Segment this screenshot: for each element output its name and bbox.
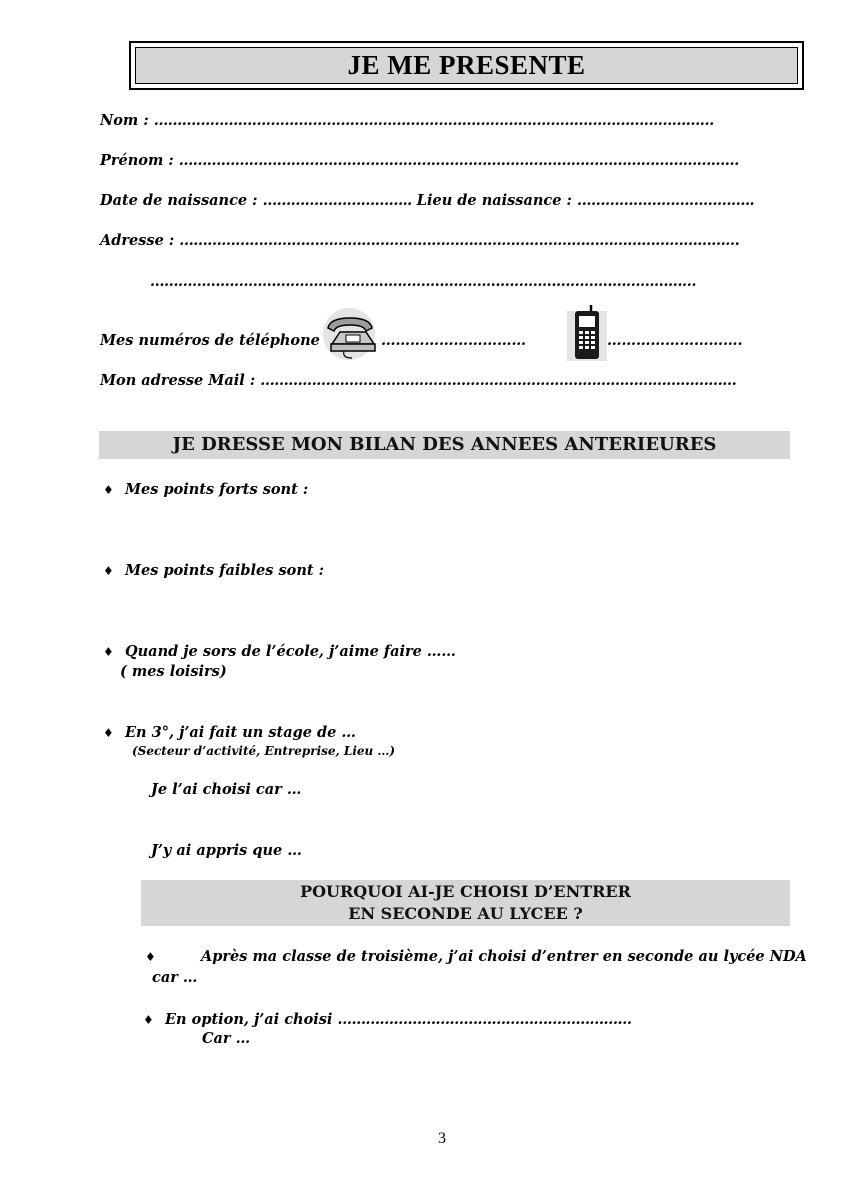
adresse-label: Adresse : [100,232,175,249]
option-item[interactable] [143,1011,632,1028]
date-naissance-dots: ………………………….. [262,192,412,209]
pourquoi-heading-line1: POURQUOI AI-JE CHOISI D’ENTRER [300,882,631,901]
option-car-text: Car … [202,1030,251,1047]
apres-item [145,948,807,965]
adresse-line2-field[interactable] [150,273,696,290]
nom-dots: ………………………………………………………………………………………………………… [153,112,714,129]
title-box [129,41,804,90]
adresse-line2-dots: ……………………………………………………………………………………………………… [150,273,696,290]
page-number: 3 [438,1130,446,1147]
title-banner [135,47,798,84]
adresse-dots: ………………………………………………………………………………………………………… [179,232,740,249]
page-title: JE ME PRESENTE [347,50,586,80]
diamond-bullet-icon: ♦ [103,483,114,497]
diamond-bullet-icon: ♦ [103,726,114,740]
pourquoi-heading [141,880,790,926]
mail-dots: ………………………………………………………………………………………… [260,372,737,389]
prenom-dots: ………………………………………………………………………………………………………… [178,152,739,169]
nom-label: Nom : [100,112,149,129]
nom-field[interactable] [100,112,714,129]
prenom-label: Prénom : [100,152,174,169]
loisirs-subtext: ( mes loisirs) [120,663,227,680]
telephone-icon [322,306,380,361]
loisirs-item [103,643,456,660]
diamond-bullet-icon: ♦ [103,645,114,659]
apres-text: Après ma classe de troisième, j’ai choisi d’entrer en seconde au lycée NDA [201,948,807,965]
apres-car-text: car … [152,969,198,986]
telephone-label: Mes numéros de téléphone [100,332,320,349]
loisirs-text: Quand je sors de l’école, j’aime faire …… [125,643,456,660]
mail-label: Mon adresse Mail : [100,372,256,389]
points-forts-text: Mes points forts sont : [125,481,309,498]
pourquoi-heading-line2: EN SECONDE AU LYCEE ? [348,904,583,923]
option-label: En option, j’ai choisi [165,1011,333,1028]
lieu-naissance-dots: ……………………………….. [576,192,755,209]
points-faibles-text: Mes points faibles sont : [125,562,324,579]
stage-subtext: (Secteur d’activité, Entreprise, Lieu …) [132,744,396,758]
diamond-bullet-icon: ♦ [145,950,156,964]
mail-field[interactable] [100,372,736,389]
adresse-field[interactable] [100,232,739,249]
lieu-naissance-label: Lieu de naissance : [416,192,572,209]
points-forts-item [103,481,308,498]
prenom-field[interactable] [100,152,739,169]
bilan-heading: JE DRESSE MON BILAN DES ANNEES ANTERIEURES [99,431,790,459]
option-dots: ……………………………………………………… [337,1011,632,1028]
points-faibles-item [103,562,324,579]
choisi-car-text: Je l’ai choisi car … [151,781,302,798]
diamond-bullet-icon: ♦ [103,564,114,578]
naissance-field[interactable] [100,192,754,209]
stage-item [103,724,356,741]
stage-text: En 3°, j’ai fait un stage de … [125,724,356,741]
appris-text: J’y ai appris que … [151,842,302,859]
telephone-mobile-dots[interactable]: ………………………. [607,332,743,349]
telephone-fixe-dots[interactable]: ………………………… [381,332,526,349]
mobile-phone-icon [567,305,607,361]
date-naissance-label: Date de naissance : [100,192,258,209]
diamond-bullet-icon: ♦ [143,1013,154,1027]
